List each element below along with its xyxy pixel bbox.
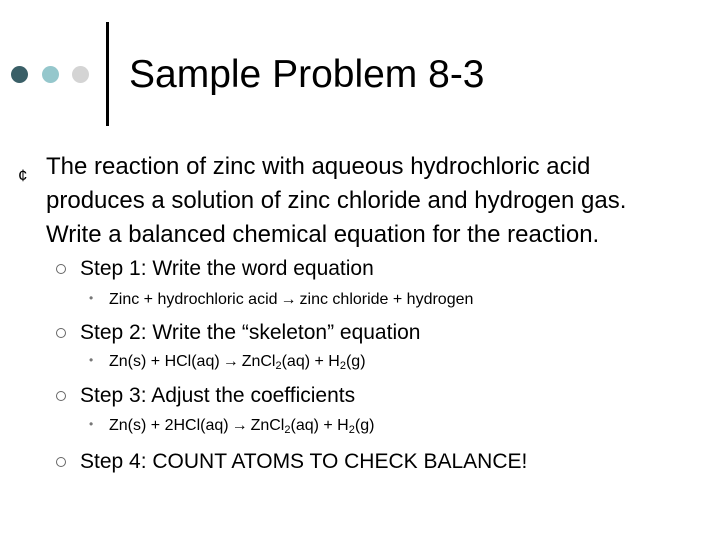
decorative-dot-light xyxy=(72,66,89,83)
decorative-dot-teal xyxy=(42,66,59,83)
sub-bullet-icon: • xyxy=(89,353,94,367)
equation-product-part: ZnCl xyxy=(241,353,276,370)
skeleton-equation xyxy=(109,352,366,376)
step-bullet-icon xyxy=(56,328,66,338)
equation-product-part: (aq) + H xyxy=(290,417,349,434)
step-label: Step 2: Write the “skeleton” equation xyxy=(80,321,421,344)
equation-product-part: (g) xyxy=(345,353,366,370)
step-label: Step 4: COUNT ATOMS TO CHECK BALANCE! xyxy=(80,450,528,473)
equation-products: zinc chloride + hydrogen xyxy=(299,291,474,308)
problem-statement xyxy=(46,150,706,252)
equation-product-part: ZnCl xyxy=(250,417,285,434)
problem-line: Write a balanced chemical equation for the reaction. xyxy=(46,221,600,248)
sub-bullet-icon: • xyxy=(89,291,94,305)
problem-line: The reaction of zinc with aqueous hydrochloric acid xyxy=(46,153,591,180)
sub-bullet-icon: • xyxy=(89,417,94,431)
arrow-icon: → xyxy=(231,417,248,434)
step-label: Step 1: Write the word equation xyxy=(80,257,374,280)
balanced-equation xyxy=(109,416,374,440)
arrow-icon: → xyxy=(222,353,239,370)
step-bullet-icon xyxy=(56,391,66,401)
problem-line: produces a solution of zinc chloride and hydrogen gas. xyxy=(46,187,627,214)
arrow-icon: → xyxy=(280,291,297,308)
equation-reactants: Zn(s) + 2HCl(aq) xyxy=(109,417,229,434)
step-label: Step 3: Adjust the coefficients xyxy=(80,384,356,407)
subscript: 2 xyxy=(348,424,355,436)
step-bullet-icon xyxy=(56,264,66,274)
equation-product-part: (aq) + H xyxy=(281,353,340,370)
equation-reactants: Zn(s) + HCl(aq) xyxy=(109,353,220,370)
equation-product-part: (g) xyxy=(354,417,375,434)
slide-title: Sample Problem 8-3 xyxy=(129,53,485,96)
subscript: 2 xyxy=(284,424,291,436)
title-divider xyxy=(106,22,109,126)
word-equation xyxy=(109,290,473,310)
main-bullet-icon: ¢ xyxy=(18,166,28,185)
decorative-dot-dark xyxy=(11,66,28,83)
subscript: 2 xyxy=(339,360,346,372)
step-bullet-icon xyxy=(56,457,66,467)
subscript: 2 xyxy=(275,360,282,372)
equation-reactants: Zinc + hydrochloric acid xyxy=(109,291,278,308)
